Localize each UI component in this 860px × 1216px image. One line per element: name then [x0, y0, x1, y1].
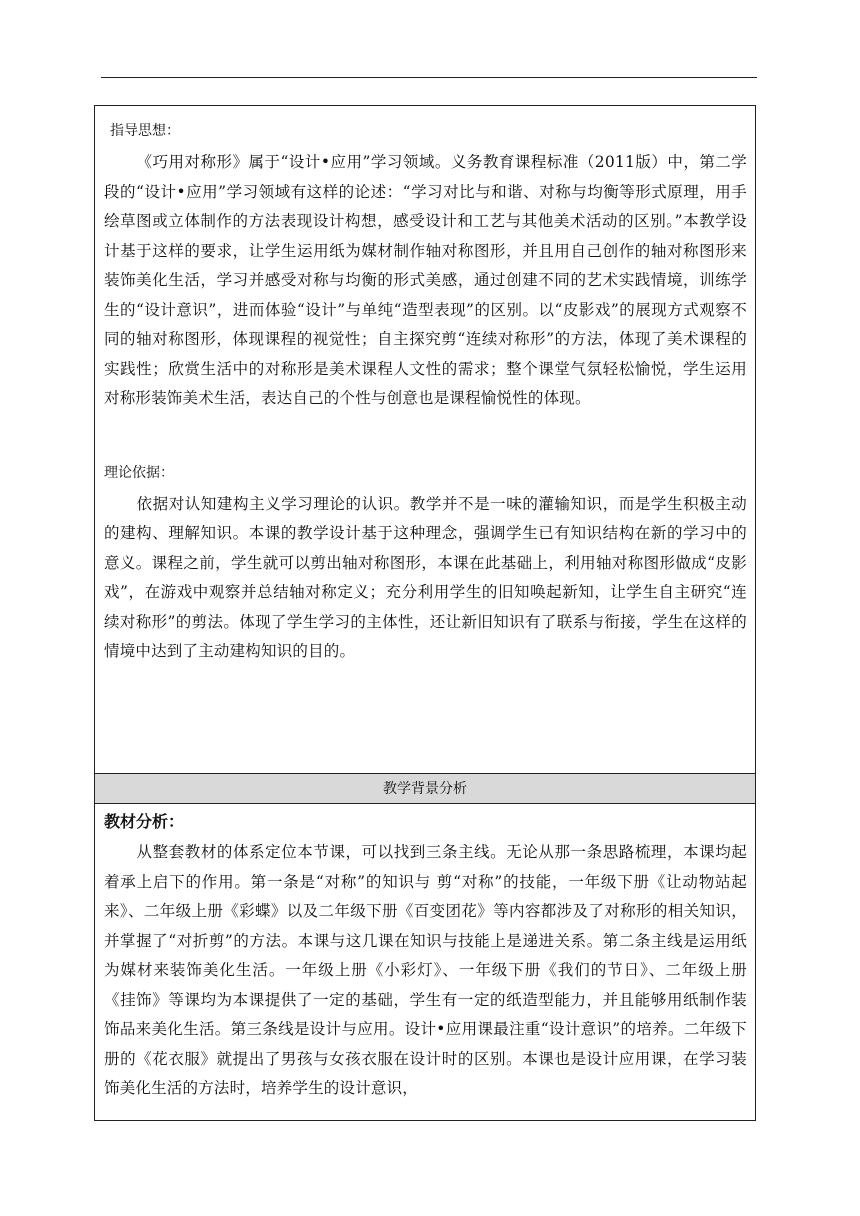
- guiding-theory-cell: [95, 106, 755, 774]
- teaching-background-header: 教学背景分析: [95, 774, 755, 804]
- guiding-thought-paragraph: 《巧用对称形》属于“设计•应用”学习领域。义务教育课程标准（2011版）中，第二学段的“设计•应用”学习领域有这样的论述：“学习对比与和谐、对称与均衡等形式原理，用手绘草图或立体制作的方法表现设计构想，感受设计和工艺与其他美术活动的区别。”本教学设计基于这样的要求，让学生运用纸为媒材制作轴对称图形，并且用自己创作的轴对称图形来装饰美化生活，学习并感受对称与均衡的形式美感，通过创建不同的艺术实践情境，训练学生的“设计意识”，进而体验“设计”与单纯“造型表现”的区别。以“皮影戏”的展现方式观察不同的轴对称图形，体现课程的视觉性；自主探究剪“连续对称形”的方法，体现了美术课程的实践性；欣赏生活中的对称形是美术课程人文性的需求；整个课堂气氛轻松愉悦，学生运用对称形装饰美术生活，表达自己的个性与创意也是课程愉悦性的体现。: [104, 153, 747, 407]
- textbook-analysis-cell: [95, 804, 755, 1120]
- theory-basis-paragraph: 依据对认知建构主义学习理论的认识。教学并不是一味的灌输知识，而是学生积极主动的建构、理解知识。本课的教学设计基于这种理念，强调学生已有知识结构在新的学习中的意义。课程之前，学生就可以剪出轴对称图形，本课在此基础上，利用轴对称图形做成“皮影戏”，在游戏中观察并总结轴对称定义；充分利用学生的旧知唤起新知，让学生自主研究“连续对称形”的剪法。体现了学生学习的主体性，还让新旧知识有了联系与衔接，学生在这样的情境中达到了主动建构知识的目的。: [104, 494, 747, 660]
- lesson-plan-table: [94, 105, 756, 1121]
- textbook-analysis-heading: 教材分析：: [104, 812, 185, 831]
- header-rule: [101, 77, 757, 78]
- theory-basis-label: 理论依据：: [104, 464, 174, 481]
- blank-spacer: [104, 414, 747, 456]
- textbook-analysis-paragraph: 从整套教材的体系定位本节课，可以找到三条主线。无论从那一条思路梳理，本课均起着承上启下的作用。第一条是“对称”的知识与 剪“对称”的技能，一年级下册《让动物站起来》、二年级上册《彩蝶》以及二年级下册《百变团花》等内容都涉及了对称形的相关知识，并掌握了“对折剪”的方法。本课与这几课在知识与技能上是递进关系。第二条主线是运用纸为媒材来装饰美化生活。一年级上册《小彩灯》、一年级下册《我们的节日》、二年级上册《挂饰》等课均为本课提供了一定的基础，学生有一定的纸造型能力，并且能够用纸制作装饰品来美化生活。第三条线是设计与应用。设计•应用课最注重“设计意识”的培养。二年级下册的《花衣服》就提出了男孩与女孩衣服在设计时的区别。本课也是设计应用课，在学习装饰美化生活的方法时，培养学生的设计意识，: [104, 843, 747, 1097]
- guiding-thought-label: 指导思想：: [110, 123, 180, 139]
